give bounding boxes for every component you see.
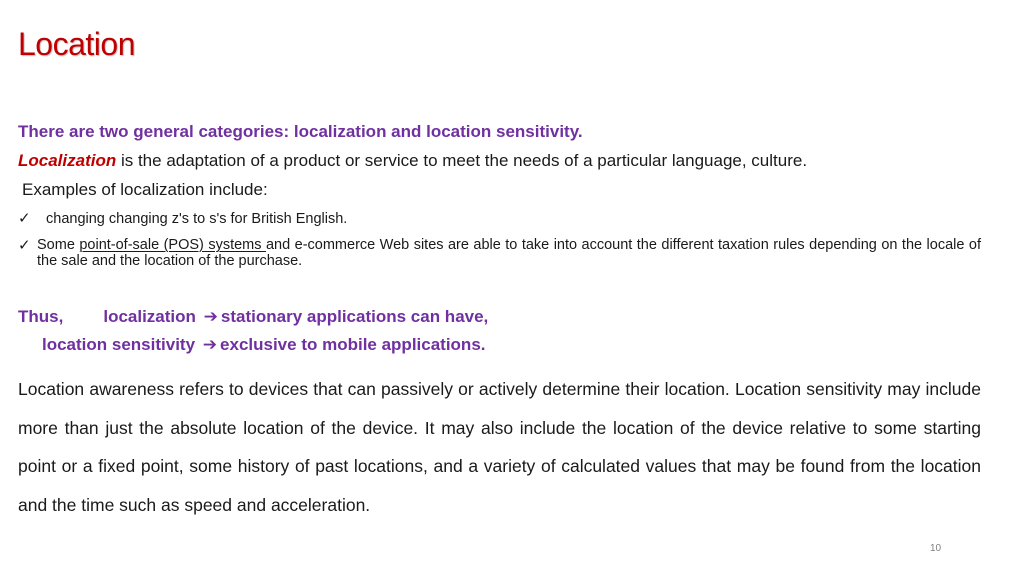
intro-text: There are two general categories: localization and location sensitivity.: [18, 122, 583, 141]
mobile-text: exclusive to mobile applications.: [220, 335, 486, 354]
bullet-item: [37, 237, 981, 269]
location-sensitivity-label: location sensitivity: [42, 335, 196, 354]
checkmark-icon: ✓: [18, 237, 31, 254]
bullet-text-pre: Some: [37, 237, 80, 253]
summary-line-2: [42, 335, 486, 355]
bullet-text-post: and e-commerce Web sites are able to take into account the different taxation rules depending on the locale of the sale and the location of the purchase.: [37, 237, 981, 269]
location-awareness-paragraph: Location awareness refers to devices that can passively or actively determine their location. Location sensitivity may include more than just the absolute location of the device. It may also include the location of the device relative to some starting point or a fixed point, some history of past locations, and a variety of calculated values that may be found from the location and the time such as speed and acceleration.: [18, 379, 981, 515]
summary-line-1: [18, 307, 488, 327]
definition-text: is the adaptation of a product or service to meet the needs of a particular language, culture.: [116, 151, 808, 170]
page-number: 10: [930, 543, 942, 554]
stationary-text: stationary applications can have,: [220, 307, 489, 326]
arrow-right-icon: ➔: [203, 307, 218, 326]
thus-label: Thus,: [18, 307, 64, 326]
definition-line: [18, 151, 807, 171]
examples-heading: Examples of localization include:: [22, 180, 268, 199]
arrow-right-icon: ➔: [202, 335, 218, 354]
checkmark-icon: ✓: [18, 210, 31, 227]
bullet-item: changing changing z's to s's for British English.: [46, 211, 348, 227]
bullet-underlined-text: point-of-sale (POS) systems: [79, 237, 266, 253]
definition-term: Localization: [18, 151, 117, 170]
localization-label: localization: [103, 307, 196, 326]
slide-title: Location: [18, 26, 135, 62]
